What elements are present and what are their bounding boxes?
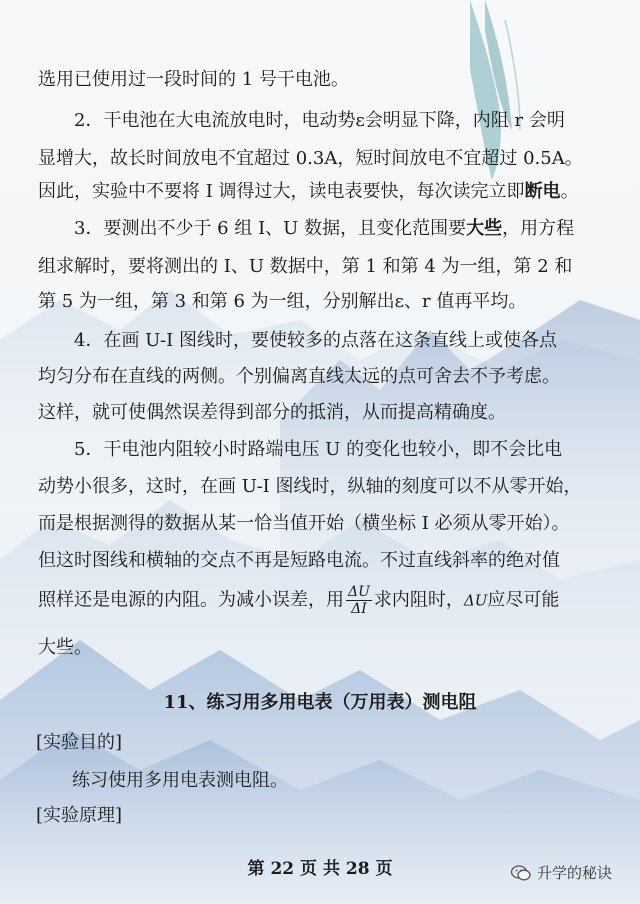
- text-span: 应尽可能: [487, 589, 560, 611]
- purpose-text: 练习使用多用电表测电阻。: [72, 770, 288, 791]
- fraction-denominator: ΔI: [351, 601, 367, 617]
- text-span: 求内阻时，: [373, 589, 464, 611]
- section-heading: 11、练习用多用电表（万用表）测电阻: [163, 692, 477, 713]
- section-label-principle: [实验原理]: [36, 805, 123, 826]
- text-line: 这样，就可使偶然误差得到部分的抵消，从而提高精确度。: [38, 402, 506, 423]
- section-label-purpose: [实验目的]: [36, 732, 123, 753]
- text-line: 第 5 为一组，第 3 和第 6 为一组，分别解出ε、r 值再平均。: [38, 291, 527, 312]
- text-span: 因此，实验中不要将 I 调得过大，读电表要快，每次读完立即: [38, 181, 525, 202]
- text-line: 组求解时，要将测出的 I、U 数据中，第 1 和第 4 为一组，第 2 和: [38, 256, 573, 277]
- text-line: [74, 217, 640, 241]
- fraction-numerator: ΔU: [348, 584, 370, 600]
- text-line: [38, 180, 610, 204]
- text-line: 均匀分布在直线的两侧。个别偏离直线太远的点可舍去不予考虑。: [38, 366, 560, 387]
- text-line: 显增大，故长时间放电不宜超过 0.3A，短时间放电不宜超过 0.5A。: [38, 148, 583, 169]
- text-line: 4．在画 U-I 图线时，要使较多的点落在这条直线上或使各点: [74, 330, 557, 351]
- text-line: [38, 584, 610, 617]
- wechat-icon: [511, 865, 531, 881]
- text-line: 选用已使用过一段时间的 1 号干电池。: [38, 69, 349, 90]
- delta-u-symbol: ΔU: [463, 591, 488, 610]
- watermark-text: 升学的秘诀: [536, 864, 612, 882]
- text-line: 大些。: [38, 637, 92, 658]
- delta-fraction: [346, 584, 372, 617]
- emphasis-text: 大些: [466, 218, 503, 239]
- text-line: 动势小很多，这时，在画 U-I 图线时，纵轴的刻度可以不从零开始，: [38, 476, 582, 497]
- text-line: 但这时图线和横轴的交点不再是短路电流。不过直线斜率的绝对值: [38, 550, 560, 571]
- text-span: 3．要测出不少于 6 组 I、U 数据，且变化范围要: [74, 218, 467, 239]
- page-footer: 第 22 页 共 28 页: [247, 859, 393, 879]
- emphasis-text: 断电: [524, 181, 561, 202]
- text-span: ，用方程: [502, 218, 575, 239]
- watermark: [511, 862, 612, 883]
- text-line: 而是根据测得的数据从某一恰当值开始（横坐标 I 必须从零开始）。: [38, 513, 570, 534]
- text-span: 照样还是电源的内阻。为减小误差，用: [38, 589, 344, 611]
- text-line: 5．干电池内阻较小时路端电压 U 的变化也较小，即不会比电: [74, 439, 563, 460]
- text-span: 。: [560, 181, 579, 202]
- text-line: 2．干电池在大电流放电时，电动势ε会明显下降，内阻 r 会明: [74, 110, 565, 131]
